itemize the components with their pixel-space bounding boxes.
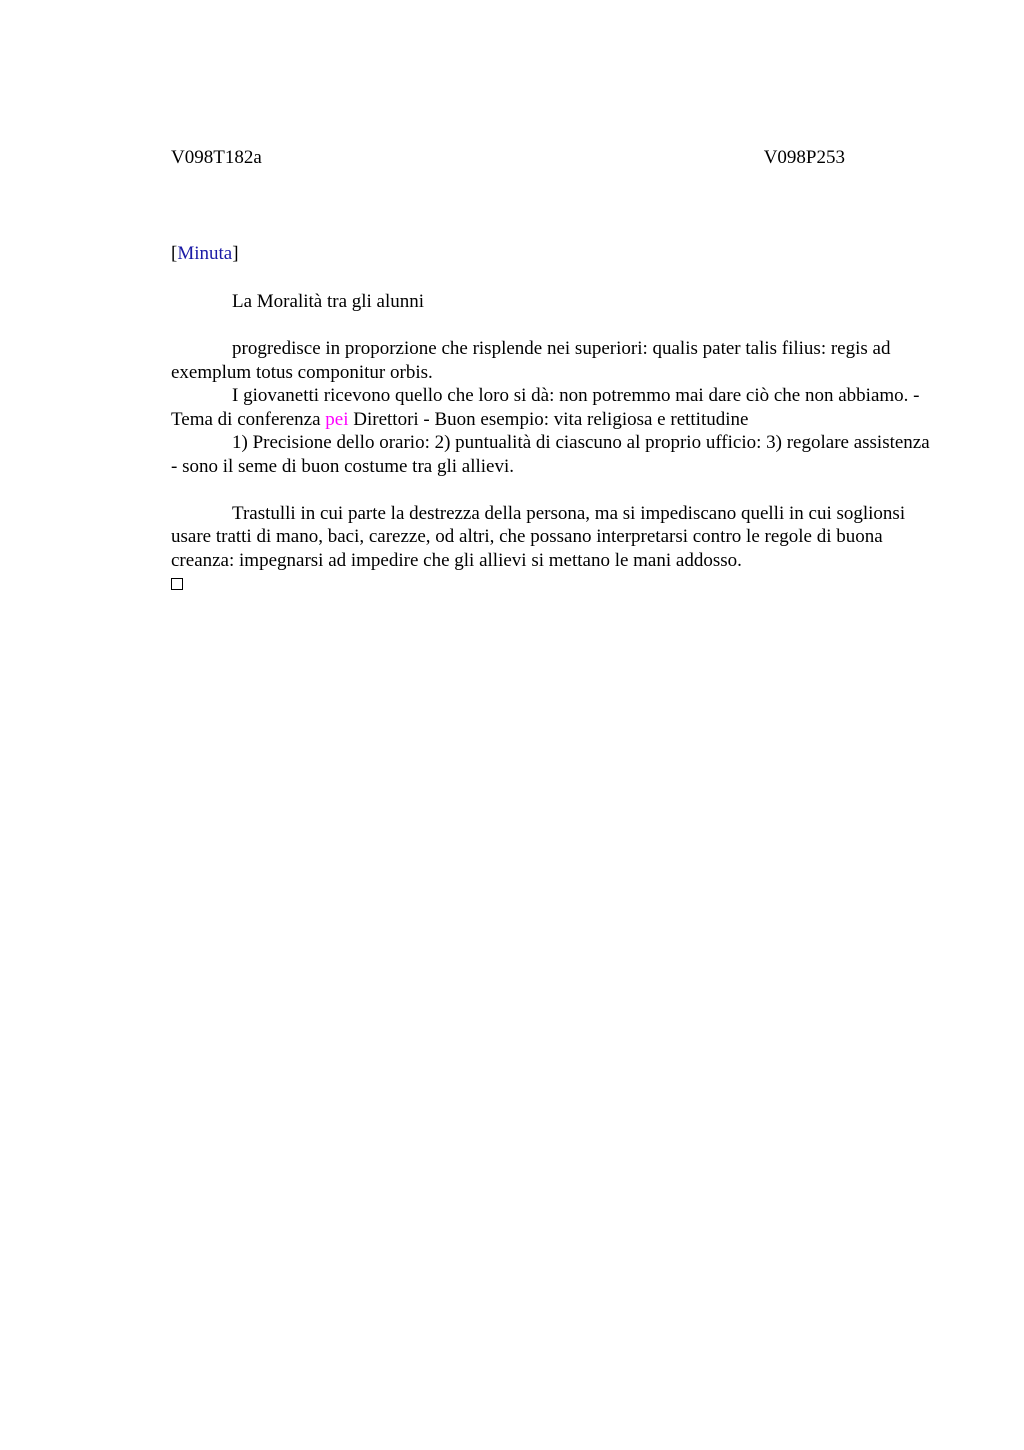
bracket-close: ] [232,243,239,264]
minuta-link[interactable]: Minuta [177,243,233,264]
paragraph-2 [171,384,931,431]
paragraph-4: Trastulli in cui parte la destrezza della persona, ma si impediscano quelli in cui soglionsi usare tratti di mano, baci, carezze, od altri, che possano interpretarsi contro le regole di buona creanza: impegnarsi ad impedire che gli allievi si mettano le mani addosso. [171,502,906,571]
paragraph-1: progredisce in proporzione che risplende nei superiori: qualis pater talis filius: regis ad exemplum totus componitur orbis. [171,338,891,383]
document-code-left: V098T182a [171,147,262,168]
paragraph-2-text-a: I giovanetti ricevono quello che loro si dà: non potremmo mai dare ciò che non abbiamo. - Tema di conferenza [171,385,920,430]
document-body [171,242,931,597]
paragraph-2-text-b: Direttori - Buon esempio: vita religiosa e rettitudine [348,408,749,430]
paragraph-3: 1) Precisione dello orario: 2) puntualità di ciascuno al proprio ufficio: 3) regolare assistenza - sono il seme di buon costume tra gli allievi. [171,432,930,477]
document-title: La Moralità tra gli alunni [232,290,425,312]
empty-square-icon [171,578,183,590]
highlighted-word: pei [325,408,349,430]
page-header [171,146,845,170]
bracket-open: [ [171,243,178,264]
end-marker [171,572,931,597]
document-type-label [171,242,931,266]
document-code-right: V098P253 [763,147,845,168]
